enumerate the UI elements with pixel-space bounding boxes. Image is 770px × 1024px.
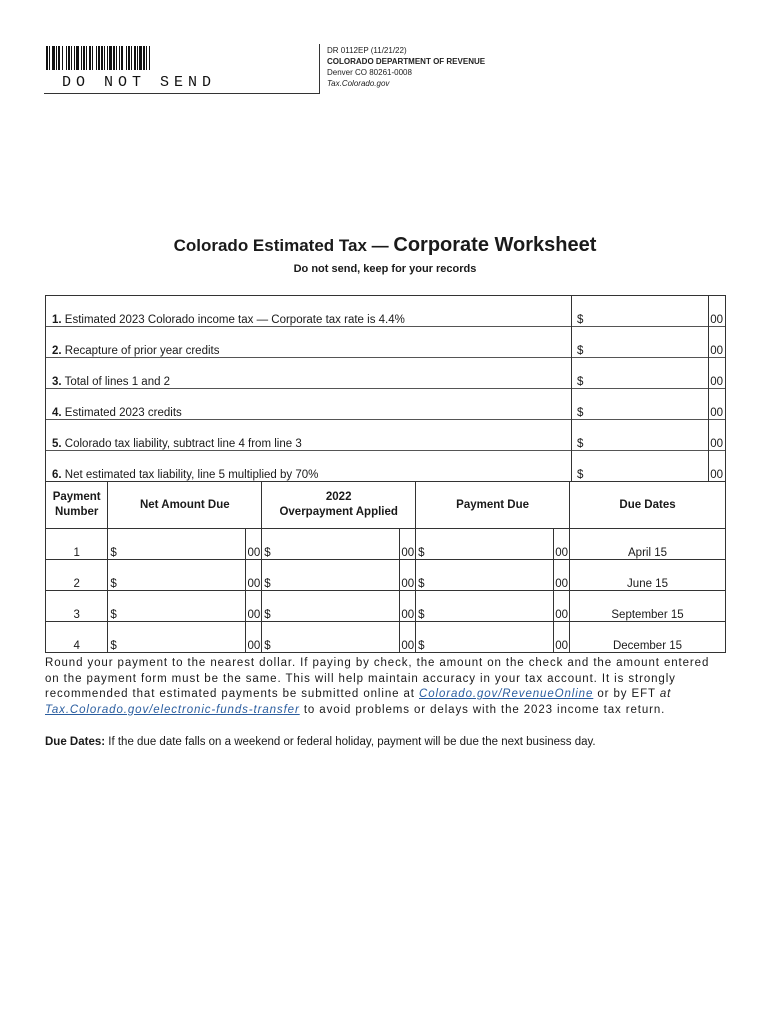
note-at: at: [659, 688, 672, 700]
worksheet-line-3: [46, 358, 725, 389]
worksheet-line-2: [46, 327, 725, 358]
worksheet-line-label: 4. Estimated 2023 credits: [52, 407, 182, 419]
payment-due-field[interactable]: $: [416, 560, 554, 591]
header-net-amount-due: Net Amount Due: [108, 482, 262, 529]
overpayment-field[interactable]: $: [262, 591, 400, 622]
payment-row: [46, 529, 726, 560]
cents-cell: 00: [246, 622, 262, 653]
cents-cell: 00: [400, 560, 416, 591]
cents-cell: 00: [553, 622, 569, 653]
payment-due-field[interactable]: $: [416, 529, 554, 560]
worksheet-line-label: 6. Net estimated tax liability, line 5 multiplied by 70%: [52, 469, 319, 481]
worksheet-line-4: [46, 389, 725, 420]
worksheet-amount-field[interactable]: $: [577, 345, 584, 357]
department-address: Denver CO 80261-0008: [327, 68, 412, 77]
worksheet-cents: 00: [710, 376, 723, 388]
header-overpayment-applied: [262, 482, 416, 529]
due-dates-label: Due Dates:: [45, 736, 106, 748]
worksheet-amount-field[interactable]: $: [577, 407, 584, 419]
worksheet-line-label: 3. Total of lines 1 and 2: [52, 376, 171, 388]
due-date: April 15: [570, 529, 726, 560]
worksheet-line-label: 1. Estimated 2023 Colorado income tax — Corporate tax rate is 4.4%: [52, 314, 405, 326]
worksheet-line-6: [46, 451, 725, 482]
worksheet-amount-field[interactable]: $: [577, 376, 584, 388]
form-id: DR 0112EP (11/21/22): [327, 46, 407, 55]
barcode-image: [46, 46, 226, 70]
worksheet-cents: 00: [710, 407, 723, 419]
payment-row: [46, 591, 726, 622]
revenue-online-link[interactable]: Colorado.gov/RevenueOnline: [419, 688, 594, 700]
header-due-dates: Due Dates: [570, 482, 726, 529]
header-overpayment-label: Overpayment Applied: [279, 506, 398, 518]
payment-due-field[interactable]: $: [416, 591, 554, 622]
net-amount-field[interactable]: $: [108, 529, 246, 560]
note-text-3: to avoid problems or delays with the 2023 income tax return.: [299, 703, 666, 716]
payment-due-field[interactable]: $: [416, 622, 554, 653]
net-amount-field[interactable]: $: [108, 560, 246, 591]
header-overpayment-year: 2022: [325, 491, 352, 503]
worksheet-amount-field[interactable]: $: [577, 314, 584, 326]
cents-cell: 00: [246, 529, 262, 560]
rounding-note: [45, 656, 725, 718]
due-date: December 15: [570, 622, 726, 653]
overpayment-field[interactable]: $: [262, 622, 400, 653]
eft-link[interactable]: Tax.Colorado.gov/electronic-funds-transfer: [45, 703, 300, 716]
title-part2: Corporate Worksheet: [393, 234, 597, 256]
cents-cell: 00: [246, 591, 262, 622]
cents-cell: 00: [553, 529, 569, 560]
department-website: Tax.Colorado.gov: [327, 79, 390, 88]
worksheet-line-5: [46, 420, 725, 451]
due-date: September 15: [570, 591, 726, 622]
worksheet-cents: 00: [710, 314, 723, 326]
overpayment-field[interactable]: $: [262, 560, 400, 591]
barcode-box: [44, 44, 320, 94]
cents-cell: 00: [400, 529, 416, 560]
department-name: COLORADO DEPARTMENT OF REVENUE: [327, 57, 486, 66]
cents-cell: 00: [246, 560, 262, 591]
do-not-send-stamp: DO NOT SEND: [62, 74, 217, 91]
header-payment-number: Payment Number: [46, 482, 108, 529]
payment-number: 2: [46, 560, 108, 591]
cents-cell: 00: [400, 591, 416, 622]
header-payment-due: Payment Due: [416, 482, 570, 529]
payment-number: 4: [46, 622, 108, 653]
net-amount-field[interactable]: $: [108, 622, 246, 653]
payment-row: [46, 560, 726, 591]
worksheet-cents: 00: [710, 469, 723, 481]
due-dates-text: If the due date falls on a weekend or federal holiday, payment will be due the next business day.: [105, 736, 596, 748]
worksheet-cents: 00: [710, 438, 723, 450]
worksheet-line-label: 5. Colorado tax liability, subtract line 4 from line 3: [52, 438, 302, 450]
overpayment-field[interactable]: $: [262, 529, 400, 560]
worksheet-amount-field[interactable]: $: [577, 438, 584, 450]
due-date: June 15: [570, 560, 726, 591]
due-dates-note: [45, 736, 725, 748]
worksheet-table: [45, 295, 726, 482]
worksheet-line-1: [46, 296, 725, 327]
note-text-2: or by EFT: [593, 688, 660, 700]
payment-number: 3: [46, 591, 108, 622]
form-header-info: [327, 45, 485, 89]
payment-row: [46, 622, 726, 653]
worksheet-line-label: 2. Recapture of prior year credits: [52, 345, 220, 357]
worksheet-amount-field[interactable]: $: [577, 469, 584, 481]
cents-cell: 00: [400, 622, 416, 653]
page-subtitle: Do not send, keep for your records: [293, 263, 477, 275]
payment-number: 1: [46, 529, 108, 560]
net-amount-field[interactable]: $: [108, 591, 246, 622]
worksheet-cents: 00: [710, 345, 723, 357]
cents-cell: 00: [553, 560, 569, 591]
note-text-1: Round your payment to the nearest dollar. If paying by check, the amount on the check and the amount entered on the payment form must be the same. This will help maintain accuracy in your tax account. It is strongly recommended that estimated payments be submitted online at: [45, 657, 710, 700]
cents-cell: 00: [553, 591, 569, 622]
payment-schedule-table: [45, 481, 726, 653]
page-title: [0, 234, 770, 257]
title-part1: Colorado Estimated Tax —: [173, 236, 394, 255]
